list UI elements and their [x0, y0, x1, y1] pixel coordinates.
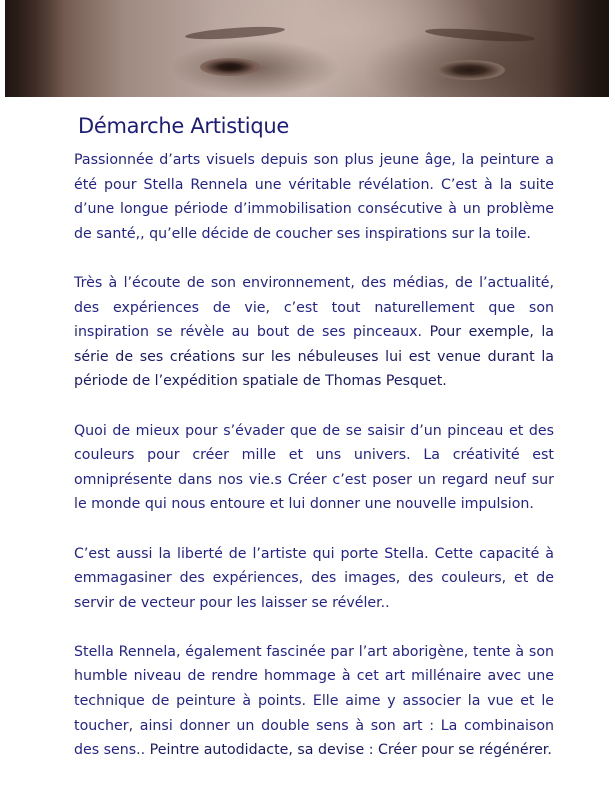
paragraph-3 [74, 419, 554, 517]
paragraph-2 [74, 271, 554, 394]
paragraph-4-text: C’est aussi la liberté de l’artiste qui porte Stella. Cette capacité à emmagasiner des expériences, des images, des couleurs, et de servir de vecteur pour les laisser se révéler.. [74, 545, 554, 611]
paragraph-5-emphasis: Peintre autodidacte, sa devise : Créer pour se régénérer. [149, 742, 552, 759]
eyebrow-left [185, 25, 285, 42]
paragraph-2-emphasis: Pour exemple, la série de ses créations sur les nébuleuses lui est venue durant la période de l’expédition spatiale de Thomas Pesquet. [74, 324, 554, 390]
page-title: Démarche Artistique [78, 114, 289, 138]
paragraph-4 [74, 542, 554, 616]
body-text [74, 148, 554, 763]
eyebrow-right [425, 26, 535, 44]
paragraph-1 [74, 148, 554, 246]
eye-right [435, 60, 505, 80]
header-photo-banner [5, 0, 609, 97]
hair-shadow-right [549, 0, 609, 97]
hair-shadow-left [5, 0, 65, 97]
paragraph-5 [74, 640, 554, 763]
eye-left [200, 58, 260, 76]
paragraph-2-text: Très à l’écoute de son environnement, des médias, de l’actualité, des expériences de vie, c’est tout naturellement que son inspiration se révèle au bout de ses pinceaux. [74, 274, 554, 341]
paragraph-5-text: Stella Rennela, également fascinée par l’art aborigène, tente à son humble niveau de rendre hommage à cet art millénaire avec une technique de peinture à points. Elle aime y associer la vue et le toucher, ainsi donner un double sens à son art : La combinaison des sens.. [74, 643, 554, 759]
paragraph-1-text: Passionnée d’arts visuels depuis son plus jeune âge, la peinture a été pour Stella Rennela une véritable révélation. C’est à la suite d’une longue période d’immobilisation consécutive à un problème de santé,, qu’elle décide de coucher ses inspirations sur la toile. [74, 152, 554, 242]
paragraph-3-text: Quoi de mieux pour s’évader que de se saisir d’un pinceau et des couleurs pour créer mille et uns univers. La créativité est omniprésente dans nos vie.s Créer c’est poser un regard neuf sur le monde qui nous entoure et lui donner une nouvelle impulsion. [74, 422, 554, 513]
